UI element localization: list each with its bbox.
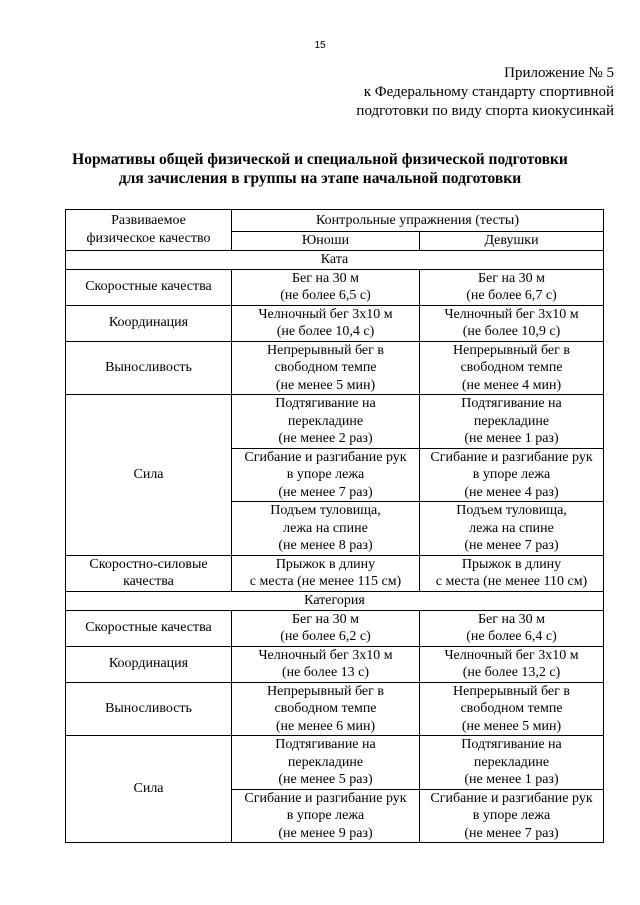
quality-cell: Координация <box>66 305 232 341</box>
cell-line: лежа на спине <box>469 520 554 536</box>
cell-line: (не менее 7 раз) <box>278 484 373 500</box>
cell-line: свободном темпе <box>460 360 563 375</box>
cell-line: перекладине <box>473 754 550 770</box>
cell-line: в упоре лежа <box>472 808 551 823</box>
quality-cell: Координация <box>66 646 232 682</box>
cell-line: (не менее 1 раз) <box>464 772 559 787</box>
cell-line: Сгибание и разгибание рук <box>244 449 407 465</box>
cell-line: Подтягивание на <box>461 737 562 752</box>
quality-cell: Выносливость <box>66 341 232 395</box>
cell-line: Непрерывный бег в <box>453 342 570 358</box>
girls-cell <box>420 646 604 682</box>
cell-line: Подтягивание на <box>461 396 562 411</box>
cell-line: Прыжок в длину <box>461 556 562 572</box>
cell-line: (не более 6,4 с) <box>466 629 557 644</box>
cell-line: Скоростно-силовые <box>89 556 208 572</box>
table-row <box>66 395 604 449</box>
girls-cell <box>420 610 604 646</box>
cell-line: Подтягивание на <box>275 737 376 752</box>
cell-line: (не более 13,2 с) <box>462 665 561 680</box>
cell-line: Челночный бег 3x10 м <box>258 306 393 322</box>
cell-line: Бег на 30 м <box>291 270 360 286</box>
cell-line: (не более 6,5 с) <box>280 288 371 303</box>
girls-cell <box>420 736 604 790</box>
appendix-reference <box>356 64 614 121</box>
quality-cell: Скоростные качества <box>66 269 232 305</box>
boys-cell <box>232 736 420 790</box>
cell-line: в упоре лежа <box>286 808 365 823</box>
cell-line: свободном темпе <box>274 360 377 375</box>
header-girls: Девушки <box>420 232 604 251</box>
title-line: Нормативы общей физической и специальной физической подготовки <box>72 151 568 168</box>
cell-line: Сгибание и разгибание рук <box>430 790 593 806</box>
appendix-line: подготовки по виду спорта киокусинкай <box>356 103 614 119</box>
boys-cell <box>232 305 420 341</box>
cell-line: Бег на 30 м <box>477 611 546 627</box>
appendix-line: к Федеральному стандарту спортивной <box>363 84 614 100</box>
cell-line: Непрерывный бег в <box>267 683 384 699</box>
table-row <box>66 610 604 646</box>
girls-cell <box>420 305 604 341</box>
title-line: для зачисления в группы на этапе начальной подготовки <box>118 170 522 187</box>
quality-cell: Скоростные качества <box>66 610 232 646</box>
girls-cell <box>420 789 604 843</box>
table-row <box>66 341 604 395</box>
page-number: 15 <box>314 40 326 51</box>
quality-cell: Выносливость <box>66 682 232 736</box>
cell-line: (не менее 7 раз) <box>464 538 559 553</box>
section-kategoria: Категория <box>66 591 604 610</box>
cell-line: Бег на 30 м <box>291 611 360 627</box>
cell-line: (не более 10,4 с) <box>276 324 375 339</box>
cell-line: Челночный бег 3x10 м <box>258 647 393 663</box>
header-quality-line: Развиваемое <box>111 213 186 229</box>
cell-line: Непрерывный бег в <box>453 683 570 699</box>
section-kata: Ката <box>66 250 604 269</box>
cell-line: (не менее 5 мин) <box>461 718 562 734</box>
quality-cell: Сила <box>66 395 232 556</box>
cell-line: Непрерывный бег в <box>267 342 384 358</box>
cell-line: качества <box>123 574 174 589</box>
girls-cell <box>420 502 604 556</box>
quality-cell: Сила <box>66 736 232 843</box>
girls-cell <box>420 448 604 502</box>
boys-cell <box>232 789 420 843</box>
cell-line: свободном темпе <box>460 701 563 716</box>
cell-line: Челночный бег 3x10 м <box>444 647 579 663</box>
cell-line: Подъем туловища, <box>456 503 567 518</box>
boys-cell <box>232 395 420 449</box>
header-boys: Юноши <box>232 232 420 251</box>
cell-line: (не менее 5 раз) <box>278 772 373 787</box>
boys-cell <box>232 646 420 682</box>
girls-cell <box>420 341 604 395</box>
girls-cell <box>420 395 604 449</box>
header-quality-line: физическое качество <box>86 230 211 246</box>
table-row <box>66 305 604 341</box>
table-row <box>66 682 604 736</box>
cell-line: Сгибание и разгибание рук <box>244 790 407 806</box>
cell-line: перекладине <box>287 413 364 429</box>
cell-line: (не менее 9 раз) <box>278 825 373 841</box>
cell-line: (не менее 1 раз) <box>464 431 559 446</box>
cell-line: (не менее 7 раз) <box>464 825 559 841</box>
boys-cell <box>232 448 420 502</box>
boys-cell <box>232 682 420 736</box>
document-title <box>0 150 640 188</box>
cell-line: лежа на спине <box>283 520 368 536</box>
cell-line: (не менее 2 раз) <box>278 431 373 446</box>
standards-table <box>65 209 604 843</box>
cell-line: (не более 10,9 с) <box>462 324 561 339</box>
boys-cell <box>232 269 420 305</box>
cell-line: (не менее 5 мин) <box>275 377 376 393</box>
cell-line: (не более 6,7 с) <box>466 288 557 303</box>
table-row <box>66 555 604 591</box>
cell-line: в упоре лежа <box>472 467 551 482</box>
cell-line: Подтягивание на <box>275 396 376 411</box>
boys-cell <box>232 555 420 591</box>
cell-line: (не более 13 с) <box>281 665 370 680</box>
cell-line: в упоре лежа <box>286 467 365 482</box>
cell-line: Сгибание и разгибание рук <box>430 449 593 465</box>
girls-cell <box>420 555 604 591</box>
cell-line: перекладине <box>473 413 550 429</box>
cell-line: перекладине <box>287 754 364 770</box>
table-row <box>66 269 604 305</box>
appendix-line: Приложение № 5 <box>504 65 614 81</box>
cell-line: с места (не менее 115 см) <box>249 574 402 589</box>
cell-line: Подъем туловища, <box>270 503 381 518</box>
boys-cell <box>232 610 420 646</box>
table-row <box>66 736 604 790</box>
cell-line: (не менее 8 раз) <box>278 538 373 553</box>
cell-line: Прыжок в длину <box>275 556 376 572</box>
quality-cell <box>66 555 232 591</box>
cell-line: (не более 6,2 с) <box>280 629 371 644</box>
header-quality <box>66 210 232 251</box>
cell-line: (не менее 6 мин) <box>275 718 376 734</box>
girls-cell <box>420 269 604 305</box>
boys-cell <box>232 502 420 556</box>
header-tests: Контрольные упражнения (тесты) <box>232 210 604 232</box>
boys-cell <box>232 341 420 395</box>
cell-line: Бег на 30 м <box>477 270 546 286</box>
cell-line: Челночный бег 3x10 м <box>444 306 579 322</box>
cell-line: свободном темпе <box>274 701 377 716</box>
table-row <box>66 646 604 682</box>
girls-cell <box>420 682 604 736</box>
cell-line: (не менее 4 раз) <box>464 484 559 500</box>
cell-line: с места (не менее 110 см) <box>435 574 588 589</box>
cell-line: (не менее 4 мин) <box>461 377 562 393</box>
